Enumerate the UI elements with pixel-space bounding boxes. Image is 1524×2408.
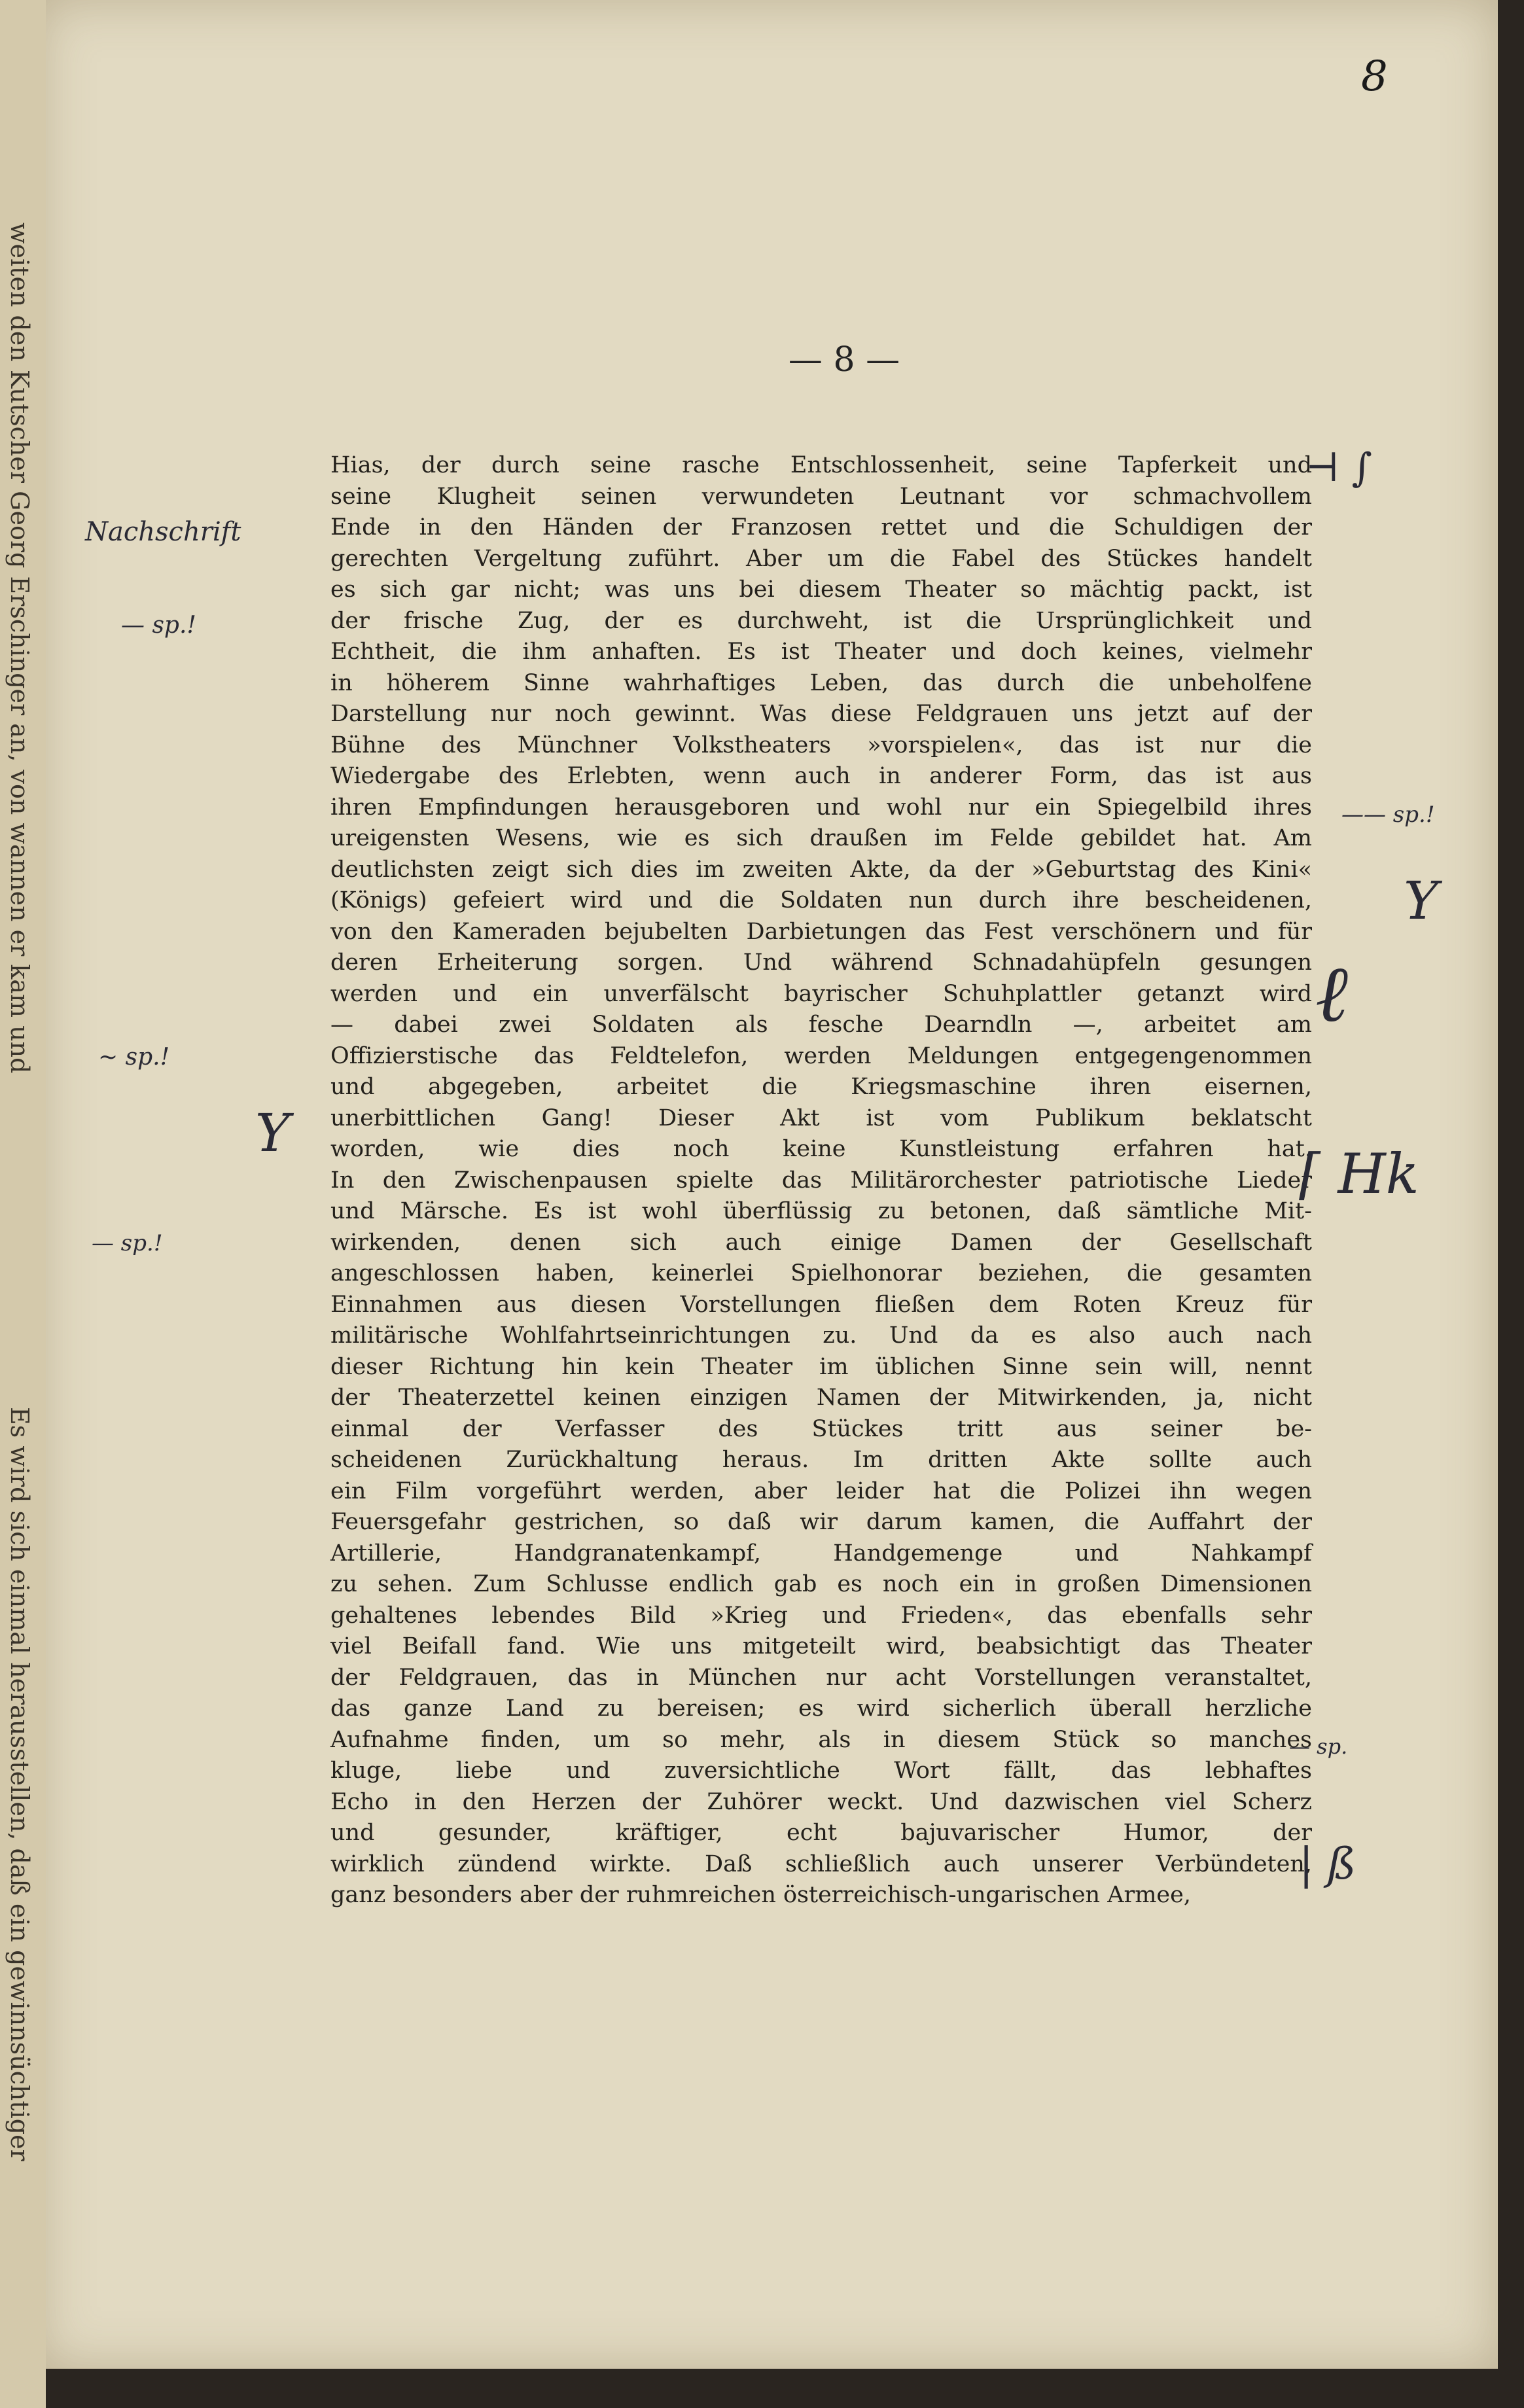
- text-line: militärische Wohlfahrtseinrichtungen zu. Und da es also auch nach: [330, 1322, 1312, 1349]
- text-line: ganz besonders aber der ruhmreichen österreichisch-ungarischen Armee,: [330, 1882, 1191, 1908]
- text-line: scheidenen Zurückhaltung heraus. Im dritten Akte sollte auch: [330, 1447, 1312, 1473]
- adjacent-page-text-top: weiten den Kutscher Georg Erschinger an, von wannen er kam und: [5, 222, 34, 1074]
- adjacent-page-text-bottom: Es wird sich einmal herausstellen, daß ein gewinnsüchtiger: [5, 1407, 34, 2161]
- text-line: und abgegeben, arbeitet die Kriegsmaschine ihren eisernen,: [330, 1074, 1312, 1100]
- margin-note-left-3: ~ sp.!: [98, 1044, 170, 1071]
- text-line: dieser Richtung hin kein Theater im üblichen Sinne sein will, nennt: [330, 1353, 1312, 1380]
- text-line: Einnahmen aus diesen Vorstellungen fließen dem Roten Kreuz für: [330, 1291, 1312, 1318]
- document-page: [39, 0, 1498, 2369]
- margin-note-right-1: ⊣ ∫: [1305, 445, 1372, 491]
- text-line: kluge, liebe und zuversichtliche Wort fällt, das lebhaftes: [330, 1758, 1312, 1784]
- text-line: viel Beifall fand. Wie uns mitgeteilt wird, beabsichtigt das Theater: [330, 1633, 1312, 1659]
- text-line: deutlichsten zeigt sich dies im zweiten Akte, da der »Geburtstag des Kini«: [330, 856, 1312, 883]
- text-line: und gesunder, kräftiger, echt bajuvarischer Humor, der: [330, 1820, 1312, 1846]
- text-line: Aufnahme finden, um so mehr, als in diesem Stück so manches: [330, 1726, 1312, 1753]
- text-line: Darstellung nur noch gewinnt. Was diese Feldgrauen uns jetzt auf der: [330, 701, 1312, 727]
- text-body: [330, 450, 1312, 1911]
- text-line: werden und ein unverfälscht bayrischer Schuhplattler getanzt wird: [330, 980, 1312, 1007]
- text-line: Wiedergabe des Erlebten, wenn auch in anderer Form, das ist aus: [330, 763, 1312, 789]
- text-line: der frische Zug, der es durchweht, ist die Ursprünglichkeit und: [330, 607, 1312, 634]
- text-line: ureigensten Wesens, wie es sich draußen im Felde gebildet hat. Am: [330, 825, 1312, 851]
- margin-note-right-5: ⌈ Hk: [1299, 1142, 1419, 1206]
- handwritten-page-number: 8: [1361, 52, 1388, 101]
- text-line: einmal der Verfasser des Stückes tritt aus seiner be-: [330, 1415, 1312, 1442]
- margin-note-right-6: — sp.: [1289, 1734, 1348, 1759]
- text-line: Offizierstische das Feldtelefon, werden Meldungen entgegengenommen: [330, 1042, 1312, 1069]
- margin-note-left-5: — sp.!: [92, 1230, 163, 1256]
- text-line: es sich gar nicht; was uns bei diesem Theater so mächtig packt, ist: [330, 576, 1312, 603]
- text-line: worden, wie dies noch keine Kunstleistung erfahren hat.: [330, 1136, 1312, 1162]
- text-line: Echtheit, die ihm anhaften. Es ist Theater und doch keines, vielmehr: [330, 639, 1312, 665]
- text-line: Bühne des Münchner Volkstheaters »vorspielen«, das ist nur die: [330, 732, 1312, 758]
- text-line: ein Film vorgeführt werden, aber leider hat die Polizei ihn wegen: [330, 1478, 1312, 1504]
- margin-note-right-2: —— sp.!: [1341, 802, 1435, 828]
- margin-note-right-7: | ß: [1299, 1839, 1356, 1889]
- text-line: gerechten Vergeltung zuführt. Aber um die Fabel des Stückes handelt: [330, 545, 1312, 572]
- text-line: Feuersgefahr gestrichen, so daß wir darum kamen, die Auffahrt der: [330, 1509, 1312, 1535]
- text-line: wirkenden, denen sich auch einige Damen der Gesellschaft: [330, 1229, 1312, 1256]
- text-line: deren Erheiterung sorgen. Und während Schnadahüpfeln gesungen: [330, 949, 1312, 976]
- adjacent-page-strip: [0, 0, 46, 2408]
- margin-note-right-4: ℓ: [1315, 949, 1348, 1040]
- text-line: gehaltenes lebendes Bild »Krieg und Frieden«, das ebenfalls sehr: [330, 1602, 1312, 1629]
- text-line: Ende in den Händen der Franzosen rettet und die Schuldigen der: [330, 514, 1312, 540]
- text-line: (Königs) gefeiert wird und die Soldaten nun durch ihre bescheidenen,: [330, 887, 1312, 913]
- printed-page-number: — 8 —: [788, 340, 900, 380]
- margin-note-left-1: Nachschrift: [85, 517, 241, 547]
- text-line: der Theaterzettel keinen einzigen Namen der Mitwirkenden, ja, nicht: [330, 1385, 1312, 1411]
- text-line: Echo in den Herzen der Zuhörer weckt. Und dazwischen viel Scherz: [330, 1788, 1312, 1815]
- margin-note-right-3: Y: [1404, 870, 1438, 931]
- text-line: das ganze Land zu bereisen; es wird sicherlich überall herzliche: [330, 1695, 1312, 1722]
- margin-note-left-4: Y: [255, 1103, 290, 1163]
- margin-note-left-2: — sp.!: [121, 612, 196, 639]
- text-line: zu sehen. Zum Schlusse endlich gab es noch ein in großen Dimensionen: [330, 1571, 1312, 1597]
- text-line: in höherem Sinne wahrhaftiges Leben, das durch die unbeholfene: [330, 669, 1312, 696]
- text-line: Artillerie, Handgranatenkampf, Handgemenge und Nahkampf: [330, 1540, 1312, 1567]
- text-line: In den Zwischenpausen spielte das Militärorchester patriotische Lieder: [330, 1167, 1312, 1194]
- text-line: ihren Empfindungen herausgeboren und wohl nur ein Spiegelbild ihres: [330, 794, 1312, 821]
- text-line: der Feldgrauen, das in München nur acht Vorstellungen veranstaltet,: [330, 1664, 1312, 1691]
- text-line: und Märsche. Es ist wohl überflüssig zu betonen, daß sämtliche Mit-: [330, 1198, 1312, 1224]
- text-line: unerbittlichen Gang! Dieser Akt ist vom Publikum beklatscht: [330, 1105, 1312, 1131]
- text-line: seine Klugheit seinen verwundeten Leutnant vor schmachvollem: [330, 483, 1312, 510]
- text-line: von den Kameraden bejubelten Darbietungen das Fest verschönern und für: [330, 918, 1312, 945]
- text-line: angeschlossen haben, keinerlei Spielhonorar beziehen, die gesamten: [330, 1260, 1312, 1286]
- text-line: wirklich zündend wirkte. Daß schließlich auch unserer Verbündeten,: [330, 1850, 1312, 1877]
- text-line: — dabei zwei Soldaten als fesche Dearndln —, arbeitet am: [330, 1012, 1312, 1038]
- text-line: Hias, der durch seine rasche Entschlossenheit, seine Tapferkeit und: [330, 452, 1312, 478]
